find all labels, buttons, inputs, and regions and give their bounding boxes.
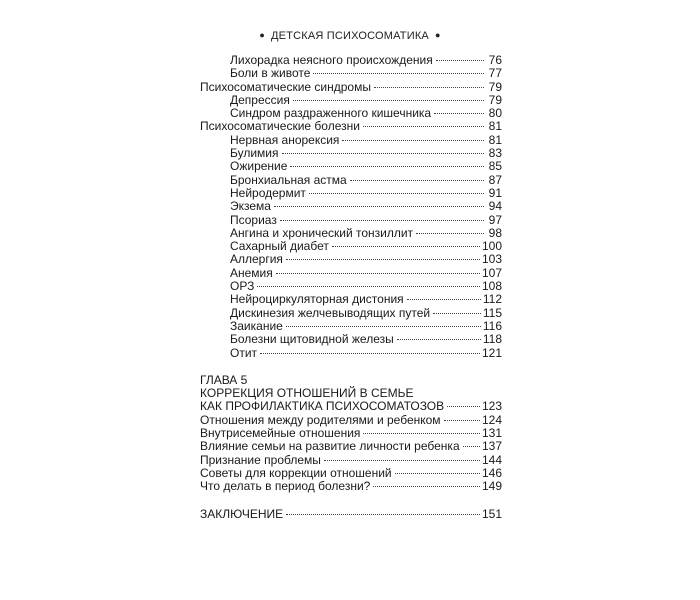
toc-entry-page: 116: [482, 318, 502, 333]
toc-entry[interactable]: [200, 94, 502, 107]
toc-entry[interactable]: [200, 333, 502, 346]
toc-entry-label: Признание проблемы: [200, 452, 321, 467]
toc-entry-page: 94: [488, 199, 502, 214]
leader-dots: [444, 420, 480, 421]
toc-entry[interactable]: [200, 214, 502, 227]
table-of-contents: [200, 54, 502, 521]
toc-entry-page: 108: [481, 279, 502, 294]
leader-dots: [342, 140, 484, 141]
leader-dots: [260, 353, 480, 354]
toc-entry-label: Психосоматические синдромы: [200, 79, 371, 94]
leader-dots: [363, 126, 484, 127]
leader-dots: [286, 259, 480, 260]
toc-entry[interactable]: [200, 307, 502, 320]
toc-entry-label: Аллергия: [230, 252, 283, 267]
leader-dots: [290, 166, 484, 167]
toc-entry[interactable]: [200, 67, 502, 80]
toc-entry-page: 149: [481, 479, 502, 494]
toc-entry[interactable]: [200, 227, 502, 240]
toc-entry[interactable]: [200, 54, 502, 67]
toc-entry[interactable]: [200, 347, 502, 360]
chapter-title-line1: КОРРЕКЦИЯ ОТНОШЕНИЙ В СЕМЬЕ: [200, 386, 414, 401]
chapter-heading: ГЛАВА 5: [200, 372, 248, 387]
toc-entry-label: Псориаз: [230, 212, 277, 227]
toc-entry[interactable]: [200, 147, 502, 160]
leader-dots: [276, 273, 480, 274]
toc-entry-page: 151: [481, 506, 502, 521]
leader-dots: [324, 460, 480, 461]
toc-entry-page: 79: [488, 79, 502, 94]
toc-entry-page: 123: [481, 399, 502, 414]
leader-dots: [257, 286, 480, 287]
toc-entry[interactable]: [200, 467, 502, 480]
toc-entry[interactable]: [200, 267, 502, 280]
toc-entry-page: 144: [481, 452, 502, 467]
toc-entry-label: Ангина и хронический тонзиллит: [230, 225, 414, 240]
toc-entry-label: Советы для коррекции отношений: [200, 465, 392, 480]
toc-entry[interactable]: [200, 81, 502, 94]
toc-entry-page: 76: [488, 53, 502, 67]
toc-entry-page: 107: [481, 265, 502, 280]
toc-entry-label: Булимия: [230, 146, 279, 161]
toc-entry[interactable]: [200, 240, 502, 253]
toc-entry-label: Сахарный диабет: [230, 239, 329, 254]
toc-entry-label: Дискинезия желчевыводящих путей: [230, 305, 431, 320]
leader-dots: [363, 433, 480, 434]
leader-dots: [434, 113, 484, 114]
toc-entry-page: 121: [481, 345, 502, 360]
toc-entry-page: 83: [488, 146, 502, 161]
toc-entry[interactable]: [200, 280, 502, 293]
leader-dots: [332, 246, 480, 247]
leader-dots: [286, 514, 480, 515]
bullet-left: ●: [259, 30, 266, 40]
toc-entry-page: 115: [482, 305, 502, 320]
leader-dots: [282, 153, 484, 154]
leader-dots: [293, 100, 484, 101]
section-gap: [200, 494, 502, 508]
toc-entry-page: 97: [488, 212, 502, 227]
leader-dots: [313, 73, 484, 74]
toc-entry[interactable]: [200, 253, 502, 266]
leader-dots: [436, 60, 484, 61]
toc-entry[interactable]: [200, 320, 502, 333]
toc-entry-label: Нервная анорексия: [230, 132, 340, 147]
leader-dots: [463, 446, 480, 447]
toc-entry-conclusion[interactable]: [200, 508, 502, 521]
toc-entry-label: Заикание: [230, 318, 283, 333]
toc-entry-label: Что делать в период болезни?: [200, 479, 371, 494]
toc-entry-label: Психосоматические болезни: [200, 119, 360, 134]
toc-entry-label: Отношения между родителями и ребенком: [200, 412, 441, 427]
toc-entry-label: Нейродермит: [230, 185, 306, 200]
leader-dots: [350, 180, 484, 181]
toc-entry-label: Влияние семьи на развитие личности ребенка: [200, 439, 460, 454]
toc-entry-label: Ожирение: [230, 159, 288, 174]
bullet-right: ●: [434, 30, 441, 40]
toc-entry-page: 81: [488, 132, 502, 147]
chapter-5-entries: [200, 414, 502, 494]
leader-dots: [395, 473, 480, 474]
toc-entry[interactable]: [200, 440, 502, 453]
chapter-title-line2[interactable]: [200, 400, 502, 413]
toc-entry[interactable]: [200, 293, 502, 306]
leader-dots: [286, 326, 481, 327]
book-title: ДЕТСКАЯ ПСИХОСОМАТИКА: [271, 30, 429, 42]
toc-entry-page: 100: [481, 239, 502, 254]
toc-entry-page: 146: [481, 465, 502, 480]
leader-dots: [447, 406, 480, 407]
leader-dots: [274, 206, 484, 207]
toc-entry-label: Депрессия: [230, 92, 290, 107]
toc-entry-page: 87: [488, 172, 502, 187]
leader-dots: [407, 299, 481, 300]
toc-entry-label: Анемия: [230, 265, 273, 280]
toc-entry-page: 85: [488, 159, 502, 174]
toc-entry-page: 137: [481, 439, 502, 454]
section-gap: [200, 360, 502, 374]
toc-entry[interactable]: [200, 480, 502, 493]
toc-entry-page: 103: [481, 252, 502, 267]
toc-entry[interactable]: [200, 160, 502, 173]
toc-entry-page: 91: [488, 185, 502, 200]
toc-entry-label: Экзема: [230, 199, 271, 214]
toc-entry-page: 124: [481, 412, 502, 427]
toc-entry-label: Нейроциркуляторная дистония: [230, 292, 404, 307]
toc-entry[interactable]: [200, 427, 502, 440]
toc-entry-page: 77: [488, 66, 502, 81]
toc-entry[interactable]: [200, 200, 502, 213]
toc-entry[interactable]: [200, 187, 502, 200]
toc-entry-label: КАК ПРОФИЛАКТИКА ПСИХОСОМАТОЗОВ: [200, 399, 445, 414]
toc-entry-label: ЗАКЛЮЧЕНИЕ: [200, 506, 284, 521]
toc-entry-page: 112: [482, 292, 502, 307]
toc-entry-page: 131: [481, 426, 502, 441]
leader-dots: [309, 193, 484, 194]
toc-entry-label: Боли в животе: [230, 66, 311, 81]
toc-entry-page: 81: [488, 119, 502, 134]
leader-dots: [416, 233, 484, 234]
leader-dots: [280, 220, 484, 221]
toc-entry-label: Отит: [230, 345, 258, 360]
toc-entry[interactable]: [200, 120, 502, 133]
toc-entry-label: Болезни щитовидной железы: [230, 332, 394, 347]
running-header: [0, 30, 700, 42]
leader-dots: [433, 313, 481, 314]
leader-dots: [374, 87, 484, 88]
leader-dots: [397, 339, 481, 340]
toc-entry-label: ОРЗ: [230, 279, 255, 294]
toc-entry-page: 98: [488, 225, 502, 240]
toc-entry[interactable]: [200, 174, 502, 187]
toc-entry[interactable]: [200, 454, 502, 467]
toc-entry[interactable]: [200, 134, 502, 147]
chapter-5: [200, 374, 502, 494]
toc-entry-label: Синдром раздраженного кишечника: [230, 106, 432, 121]
toc-entry-label: Бронхиальная астма: [230, 172, 347, 187]
toc-entry[interactable]: [200, 414, 502, 427]
toc-entry-page: 79: [488, 92, 502, 107]
toc-entry-page: 80: [488, 106, 502, 121]
leader-dots: [373, 486, 480, 487]
toc-entry-label: Лихорадка неясного происхождения: [230, 53, 433, 67]
toc-entry[interactable]: [200, 107, 502, 120]
toc-entry-page: 118: [482, 332, 502, 347]
toc-entry-label: Внутрисемейные отношения: [200, 426, 361, 441]
toc-entries: [200, 54, 502, 360]
